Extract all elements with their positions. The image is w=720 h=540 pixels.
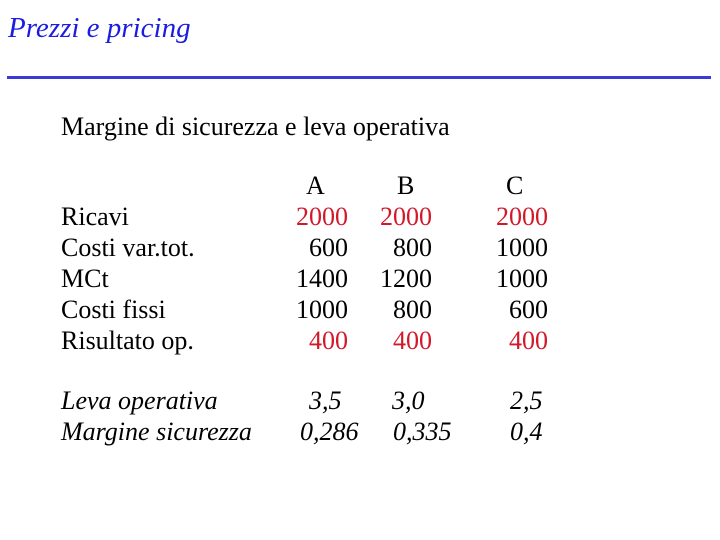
index-label-leva-operativa: Leva operativa [61,386,218,415]
cell-costi-fissi-b: 800 [393,295,432,324]
margine-value-b: 0,335 [393,417,452,446]
cell-mct-b: 1200 [380,264,432,293]
cell-costi-fissi-c: 600 [509,295,548,324]
slide-subtitle: Margine di sicurezza e leva operativa [61,112,450,141]
index-label-margine-sicurezza: Margine sicurezza [61,417,252,446]
row-label-costi-variabili: Costi var.tot. [61,233,195,262]
leva-value-a: 3,5 [309,386,342,415]
row-label-costi-fissi: Costi fissi [61,295,166,324]
margine-value-c: 0,4 [510,417,543,446]
cell-costi-var-c: 1000 [496,233,548,262]
title-underline [7,76,711,79]
leva-value-c: 2,5 [510,386,543,415]
cell-costi-var-b: 800 [393,233,432,262]
cell-mct-c: 1000 [496,264,548,293]
cell-costi-fissi-a: 1000 [296,295,348,324]
cell-mct-a: 1400 [296,264,348,293]
row-label-ricavi: Ricavi [61,202,129,231]
row-label-risultato: Risultato op. [61,326,194,355]
leva-value-b: 3,0 [392,386,425,415]
margine-value-a: 0,286 [300,417,359,446]
row-label-mct: MCt [61,264,109,293]
cell-costi-var-a: 600 [309,233,348,262]
cell-ricavi-a: 2000 [296,202,348,231]
column-header-b: B [397,171,415,200]
cell-ricavi-b: 2000 [380,202,432,231]
cell-risultato-a: 400 [309,326,348,355]
cell-risultato-c: 400 [509,326,548,355]
cell-risultato-b: 400 [393,326,432,355]
column-header-c: C [506,171,524,200]
slide-title: Prezzi e pricing [8,12,191,44]
cell-ricavi-c: 2000 [496,202,548,231]
column-header-a: A [306,171,325,200]
